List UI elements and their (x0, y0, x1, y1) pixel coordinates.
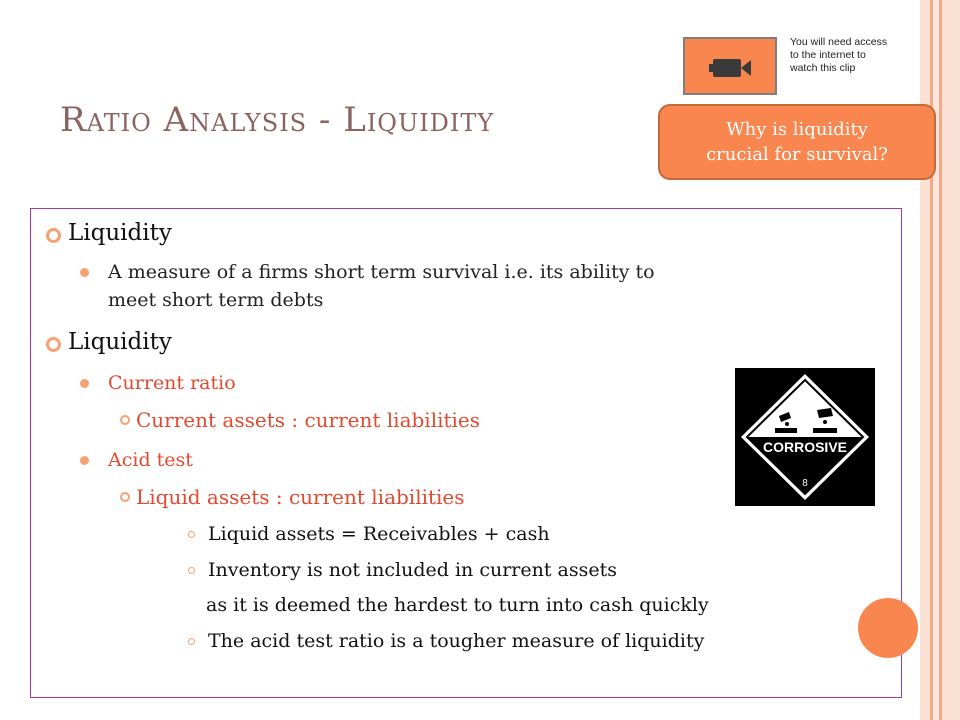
video-clip-button[interactable] (683, 37, 777, 95)
decorative-orange-circle (858, 598, 918, 658)
ring-bullet-icon (46, 337, 61, 352)
video-camera-icon (709, 55, 755, 81)
dot-bullet-icon (80, 456, 89, 465)
dot-bullet-icon (80, 268, 89, 277)
ring-bullet-icon (120, 415, 130, 425)
internet-access-note: You will need access to the internet to watch this clip (790, 36, 888, 74)
corrosive-label: CORROSIVE (762, 439, 848, 455)
ring-bullet-icon (188, 531, 195, 538)
ring-bullet-icon (46, 228, 61, 243)
hazard-class-number: 8 (802, 478, 808, 489)
why-liquidity-callout-button[interactable] (658, 104, 936, 180)
corrosive-hazard-icon (735, 368, 875, 506)
slide-title: RATIO ANALYSIS - LIQUIDITY (60, 100, 495, 140)
ring-bullet-icon (188, 567, 195, 574)
dot-bullet-icon (80, 379, 89, 388)
callout-line-1: Why is liquidity (726, 119, 868, 140)
callout-line-2: crucial for survival? (706, 144, 888, 165)
corrosive-hazard-image (735, 368, 875, 506)
ring-bullet-icon (120, 492, 130, 502)
ring-bullet-icon (188, 638, 195, 645)
